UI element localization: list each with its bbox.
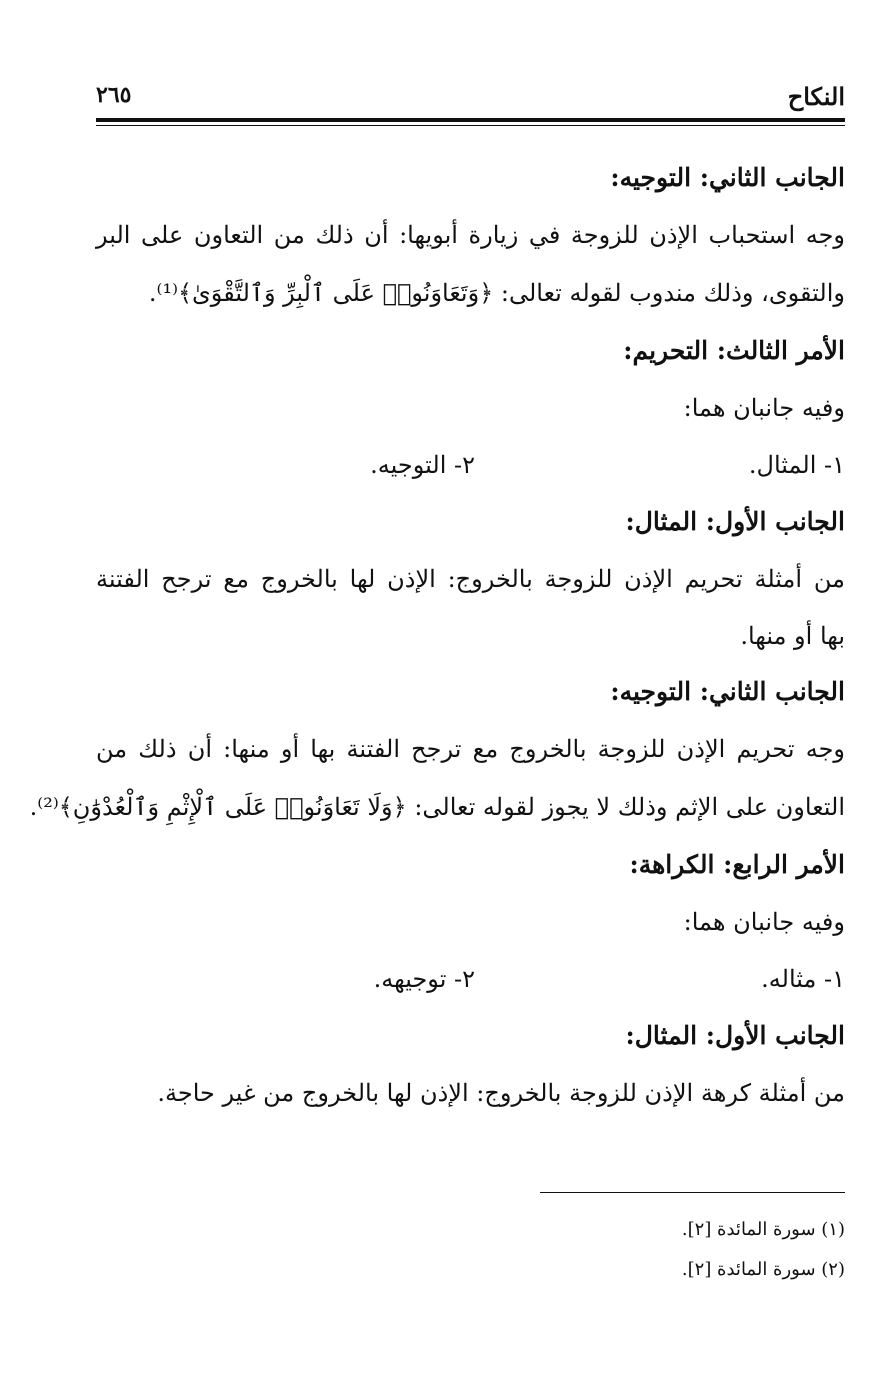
enumeration-row xyxy=(96,436,845,494)
header-rule-thick xyxy=(96,118,845,122)
paragraph-line: من أمثلة كرهة الإذن للزوجة بالخروج: الإذن لها بالخروج من غير حاجة. xyxy=(157,1079,845,1107)
section-heading: الجانب الأول: المثال: xyxy=(625,507,845,536)
body-text xyxy=(29,150,846,1122)
paragraph-line: وفيه جانبان هما: xyxy=(683,908,845,936)
paragraph-line: من أمثلة تحريم الإذن للزوجة بالخروج: الإذن لها بالخروج مع ترجح الفتنة xyxy=(96,565,845,593)
section-heading: الجانب الثاني: التوجيه: xyxy=(610,677,845,706)
footnotes xyxy=(96,1210,845,1290)
header-rule-thin xyxy=(96,125,845,126)
footnote: (٢) سورة المائدة [٢]. xyxy=(681,1259,845,1280)
running-title: النكاح xyxy=(787,82,845,111)
enum-item: ٢- التوجيه. xyxy=(370,451,475,479)
paragraph-line: والتقوى، وذلك مندوب لقوله تعالى: ﴿وَتَعَاوَنُوا۟ عَلَى ٱلْبِرِّ وَٱلتَّقْوَىٰ﴾⁽¹⁾. xyxy=(148,279,845,307)
footnote-separator xyxy=(540,1192,845,1193)
footnote: (١) سورة المائدة [٢]. xyxy=(681,1219,845,1240)
page-number: ٢٦٥ xyxy=(96,82,132,108)
enum-item: ١- مثاله. xyxy=(761,965,845,993)
paragraph-line: وفيه جانبان هما: xyxy=(683,394,845,422)
enum-item: ١- المثال. xyxy=(748,451,845,479)
paragraph-line: التعاون على الإثم وذلك لا يجوز لقوله تعالى: ﴿وَلَا تَعَاوَنُوا۟ عَلَى ٱلْإِثْمِ وَٱلْعُدْوَٰنِ﴾⁽²⁾. xyxy=(29,793,845,821)
page-header xyxy=(96,80,845,120)
paragraph-line: بها أو منها. xyxy=(740,622,845,650)
enum-item: ٢- توجيهه. xyxy=(373,965,475,993)
section-heading: الأمر الرابع: الكراهة: xyxy=(629,850,845,879)
section-heading: الأمر الثالث: التحريم: xyxy=(623,336,845,365)
paragraph-line: وجه استحباب الإذن للزوجة في زيارة أبويها: أن ذلك من التعاون على البر xyxy=(96,221,845,249)
enumeration-row xyxy=(96,950,845,1008)
paragraph-line: وجه تحريم الإذن للزوجة بالخروج مع ترجح الفتنة بها أو منها: أن ذلك من xyxy=(96,735,846,763)
section-heading: الجانب الثاني: التوجيه: xyxy=(610,163,845,192)
section-heading: الجانب الأول: المثال: xyxy=(625,1021,845,1050)
